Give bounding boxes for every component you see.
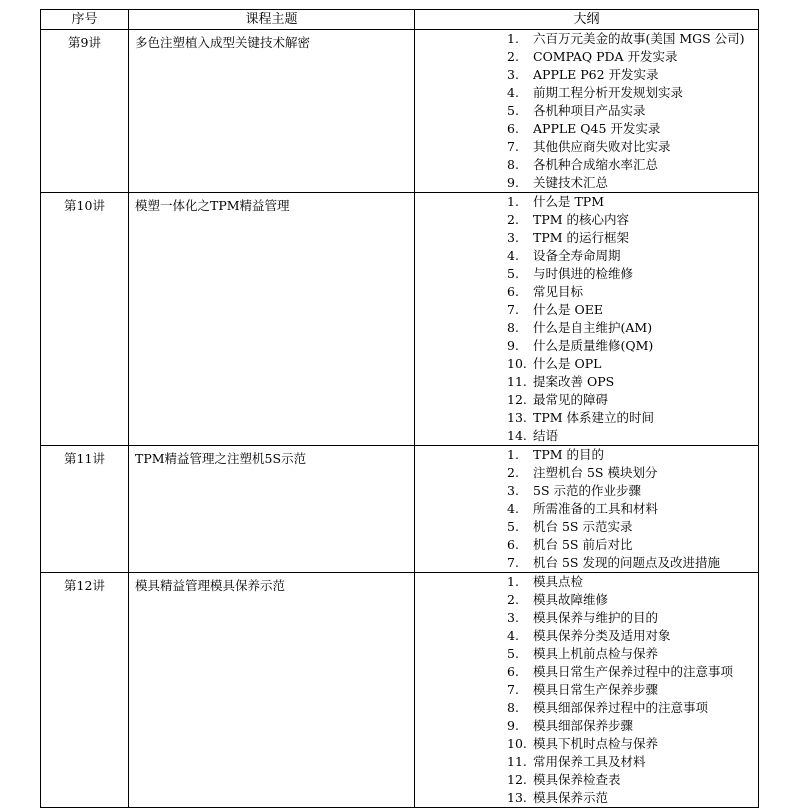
- lesson-topic: 模具精益管理模具保养示范: [129, 573, 415, 808]
- table-body: [41, 30, 759, 808]
- outline-item-number: 8.: [507, 700, 519, 715]
- outline-item-text: 模具细部保养过程中的注意事项: [533, 700, 709, 715]
- outline-item-text: 各机种合成缩水率汇总: [533, 157, 659, 172]
- outline-item-number: 14.: [507, 428, 527, 443]
- outline-item-number: 6.: [507, 537, 519, 552]
- outline-list: [507, 30, 758, 192]
- outline-item-text: TPM 的运行框架: [533, 230, 630, 245]
- outline-item: [507, 645, 758, 663]
- outline-item: [507, 211, 758, 229]
- outline-item-number: 12.: [507, 772, 527, 787]
- outline-item-text: 模具保养分类及适用对象: [533, 628, 671, 643]
- outline-item-text: TPM 的目的: [533, 447, 605, 462]
- outline-item: [507, 699, 758, 717]
- outline-item-text: 常用保养工具及材料: [533, 754, 646, 769]
- outline-item-number: 13.: [507, 790, 527, 805]
- outline-item-number: 2.: [507, 212, 519, 227]
- outline-item-text: 其他供应商失败对比实录: [533, 139, 671, 154]
- outline-item: [507, 536, 758, 554]
- outline-item-text: 最常见的障碍: [533, 392, 609, 407]
- outline-item-text: 模具保养与维护的目的: [533, 610, 659, 625]
- outline-item-number: 7.: [507, 555, 519, 570]
- outline-item-number: 4.: [507, 85, 519, 100]
- outline-item: [507, 663, 758, 681]
- table-row: [41, 193, 759, 446]
- outline-item: [507, 789, 758, 807]
- outline-item-number: 2.: [507, 592, 519, 607]
- outline-item-text: APPLE Q45 开发实录: [533, 121, 661, 136]
- outline-item-text: 机台 5S 示范实录: [533, 519, 633, 534]
- outline-item-text: 模具日常生产保养步骤: [533, 682, 659, 697]
- outline-item: [507, 681, 758, 699]
- outline-item-text: 模具细部保养步骤: [533, 718, 634, 733]
- outline-item-text: 模具点检: [533, 574, 584, 589]
- outline-item-number: 4.: [507, 501, 519, 516]
- outline-item-text: TPM 的核心内容: [533, 212, 630, 227]
- outline-item: [507, 753, 758, 771]
- outline-item-number: 2.: [507, 465, 519, 480]
- outline-item-text: 模具保养示范: [533, 790, 609, 805]
- outline-item: [507, 102, 758, 120]
- outline-item-text: 机台 5S 发现的问题点及改进措施: [533, 555, 720, 570]
- outline-list: [507, 573, 758, 807]
- course-outline-table: [40, 9, 759, 808]
- outline-item-text: 六百万元美金的故事(美国 MGS 公司): [533, 31, 745, 46]
- outline-item: [507, 518, 758, 536]
- outline-item-text: 结语: [533, 428, 559, 443]
- outline-item-number: 1.: [507, 574, 519, 589]
- header-topic: 课程主题: [129, 10, 415, 30]
- header-no: 序号: [41, 10, 129, 30]
- table-row: [41, 446, 759, 573]
- outline-item: [507, 265, 758, 283]
- outline-item-text: 注塑机台 5S 模块划分: [533, 465, 658, 480]
- outline-item: [507, 84, 758, 102]
- outline-item-text: 前期工程分析开发规划实录: [533, 85, 684, 100]
- lesson-number: 第10讲: [41, 193, 129, 446]
- outline-item: [507, 66, 758, 84]
- outline-item-text: 所需准备的工具和材料: [533, 501, 659, 516]
- outline-item-number: 5.: [507, 103, 519, 118]
- outline-item-number: 5.: [507, 646, 519, 661]
- table-row: [41, 573, 759, 808]
- outline-item-number: 7.: [507, 682, 519, 697]
- outline-item: [507, 138, 758, 156]
- outline-item-text: 模具保养检查表: [533, 772, 621, 787]
- outline-item-text: 机台 5S 前后对比: [533, 537, 633, 552]
- outline-item-number: 6.: [507, 121, 519, 136]
- outline-item: [507, 427, 758, 445]
- outline-item: [507, 120, 758, 138]
- outline-list: [507, 446, 758, 572]
- outline-item: [507, 591, 758, 609]
- lesson-topic: 模塑一体化之TPM精益管理: [129, 193, 415, 446]
- outline-item: [507, 229, 758, 247]
- outline-item-number: 2.: [507, 49, 519, 64]
- outline-item: [507, 319, 758, 337]
- outline-item-number: 12.: [507, 392, 527, 407]
- outline-item-text: 提案改善 OPS: [533, 374, 615, 389]
- outline-item-number: 10.: [507, 356, 527, 371]
- table-row: [41, 30, 759, 193]
- outline-item-text: APPLE P62 开发实录: [533, 67, 659, 82]
- outline-item-text: 模具上机前点检与保养: [533, 646, 659, 661]
- outline-item-number: 13.: [507, 410, 527, 425]
- outline-item: [507, 156, 758, 174]
- outline-item-number: 9.: [507, 718, 519, 733]
- lesson-topic: 多色注塑植入成型关键技术解密: [129, 30, 415, 193]
- outline-item: [507, 609, 758, 627]
- outline-item: [507, 391, 758, 409]
- outline-item: [507, 446, 758, 464]
- outline-item: [507, 48, 758, 66]
- outline-list: [507, 193, 758, 445]
- outline-item-number: 1.: [507, 447, 519, 462]
- outline-item: [507, 301, 758, 319]
- outline-item-text: 什么是自主维护(AM): [533, 320, 653, 335]
- outline-item: [507, 735, 758, 753]
- outline-item-number: 4.: [507, 628, 519, 643]
- outline-item: [507, 554, 758, 572]
- outline-item-number: 11.: [507, 754, 527, 769]
- lesson-outline: [415, 446, 759, 573]
- lesson-number: 第12讲: [41, 573, 129, 808]
- outline-item-number: 7.: [507, 302, 519, 317]
- outline-item: [507, 500, 758, 518]
- outline-item-number: 3.: [507, 230, 519, 245]
- outline-item-number: 10.: [507, 736, 527, 751]
- outline-item-text: 什么是质量维修(QM): [533, 338, 654, 353]
- lesson-outline: [415, 30, 759, 193]
- outline-item-text: 模具故障维修: [533, 592, 609, 607]
- outline-item: [507, 771, 758, 789]
- outline-item-number: 6.: [507, 664, 519, 679]
- outline-item: [507, 482, 758, 500]
- outline-item-number: 3.: [507, 483, 519, 498]
- outline-item-text: COMPAQ PDA 开发实录: [533, 49, 678, 64]
- outline-item-number: 3.: [507, 610, 519, 625]
- outline-item-number: 1.: [507, 31, 519, 46]
- outline-item-text: 常见目标: [533, 284, 584, 299]
- outline-item-text: 关键技术汇总: [533, 175, 609, 190]
- outline-item: [507, 193, 758, 211]
- outline-item: [507, 247, 758, 265]
- outline-item-text: 设备全寿命周期: [533, 248, 621, 263]
- outline-item: [507, 283, 758, 301]
- outline-item-number: 6.: [507, 284, 519, 299]
- outline-item-text: 与时俱进的检维修: [533, 266, 634, 281]
- header-row: [41, 10, 759, 30]
- outline-item-number: 4.: [507, 248, 519, 263]
- outline-item-number: 5.: [507, 519, 519, 534]
- outline-item: [507, 30, 758, 48]
- outline-item-text: 模具下机时点检与保养: [533, 736, 659, 751]
- outline-item-text: 5S 示范的作业步骤: [533, 483, 641, 498]
- outline-item-text: 模具日常生产保养过程中的注意事项: [533, 664, 734, 679]
- outline-item-text: 什么是 OEE: [533, 302, 603, 317]
- outline-item-number: 3.: [507, 67, 519, 82]
- outline-item: [507, 409, 758, 427]
- outline-item: [507, 464, 758, 482]
- outline-item-number: 11.: [507, 374, 527, 389]
- outline-item-number: 5.: [507, 266, 519, 281]
- outline-item-text: TPM 体系建立的时间: [533, 410, 655, 425]
- outline-item: [507, 627, 758, 645]
- outline-item-text: 各机种项目产品实录: [533, 103, 646, 118]
- lesson-outline: [415, 573, 759, 808]
- lesson-number: 第9讲: [41, 30, 129, 193]
- lesson-topic: TPM精益管理之注塑机5S示范: [129, 446, 415, 573]
- outline-item-number: 8.: [507, 320, 519, 335]
- header-outline: 大纲: [415, 10, 759, 30]
- outline-item-number: 7.: [507, 139, 519, 154]
- outline-item-number: 8.: [507, 157, 519, 172]
- outline-item-text: 什么是 OPL: [533, 356, 602, 371]
- outline-item: [507, 337, 758, 355]
- outline-item: [507, 355, 758, 373]
- outline-item-number: 1.: [507, 194, 519, 209]
- outline-item: [507, 373, 758, 391]
- outline-item-number: 9.: [507, 338, 519, 353]
- outline-item: [507, 573, 758, 591]
- lesson-number: 第11讲: [41, 446, 129, 573]
- outline-item: [507, 717, 758, 735]
- lesson-outline: [415, 193, 759, 446]
- outline-item: [507, 174, 758, 192]
- outline-item-number: 9.: [507, 175, 519, 190]
- outline-item-text: 什么是 TPM: [533, 194, 605, 209]
